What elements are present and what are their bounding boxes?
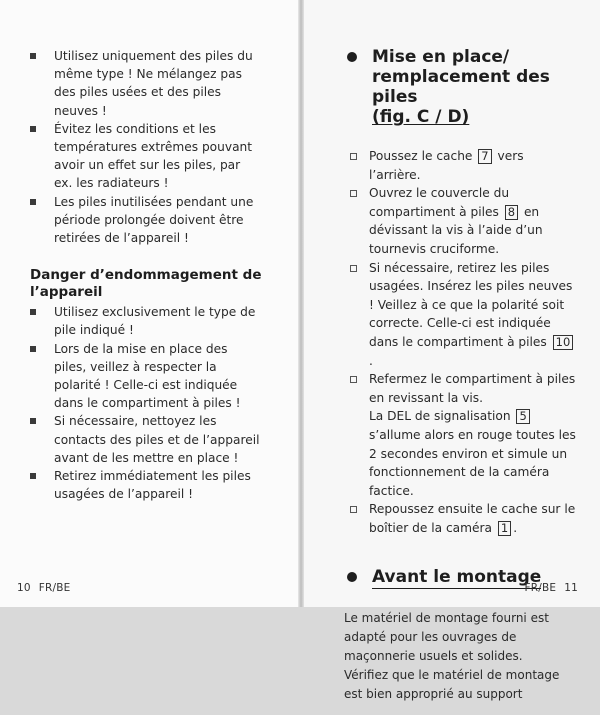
list-item	[30, 340, 262, 413]
right-page	[304, 0, 600, 701]
step-text: Refermez le compartiment à piles en revissant la vis.	[369, 372, 576, 405]
square-bullet-icon	[30, 309, 36, 315]
checkbox-bullet-icon	[350, 153, 357, 160]
checkbox-bullet-icon	[350, 190, 357, 197]
step-text: s’allume alors en rouge toutes les 2 secondes environ et simule un fonctionnement de la caméra factice.	[369, 427, 576, 498]
figure-reference: 1	[498, 521, 511, 536]
page-footer-left	[17, 582, 70, 594]
language-code: FR/BE	[524, 582, 557, 594]
list-item	[30, 412, 262, 467]
bullet-text: Évitez les conditions et les températures extrêmes pouvant avoir un effet sur les piles, par ex. les radiateurs !	[54, 121, 253, 191]
step-text: Si nécessaire, retirez les piles usagées. Insérez les piles neuves ! Veillez à ce que la polarité soit correcte. Celle-ci est indiquée dans le compartiment à piles	[369, 260, 573, 349]
checkbox-bullet-icon	[350, 376, 357, 383]
square-bullet-icon	[30, 126, 36, 132]
heading-line-2: remplacement des piles	[372, 67, 550, 107]
bullet-text: Lors de la mise en place des piles, veillez à respecter la polarité ! Celle-ci est indiquée dans le compartiment à piles !	[54, 341, 241, 411]
step-item	[344, 370, 576, 500]
right-content	[344, 47, 576, 715]
list-item	[30, 193, 262, 248]
bullet-text: Utilisez exclusivement le type de pile indiqué !	[54, 305, 256, 338]
heading-line-1: Mise en place/	[372, 47, 510, 67]
safety-bullet-list	[30, 47, 262, 247]
led-text	[369, 407, 576, 500]
list-item	[30, 303, 262, 339]
figure-reference: 5	[516, 409, 529, 424]
section-heading-batteries	[372, 47, 576, 127]
bullet-text: Utilisez uniquement des piles du même type ! Ne mélangez pas des piles usées et des piles neuves !	[54, 49, 253, 118]
round-bullet-icon	[347, 52, 357, 62]
step-item	[344, 500, 576, 537]
square-bullet-icon	[30, 53, 36, 59]
step-item	[344, 259, 576, 371]
step-item	[344, 147, 576, 184]
figure-reference: 10	[553, 335, 574, 350]
square-bullet-icon	[30, 346, 36, 352]
left-page	[0, 0, 298, 607]
step-text: en dévissant la vis à l’aide d’un tournevis cruciforme.	[369, 204, 543, 256]
page-footer-right	[525, 582, 578, 594]
step-text: La DEL de signalisation	[369, 409, 511, 424]
bullet-text: Retirez immédiatement les piles usagées de l’appareil !	[54, 469, 251, 502]
round-bullet-icon	[347, 572, 357, 582]
bullet-text: Si nécessaire, nettoyez les contacts des piles et de l’appareil avant de les mettre en place !	[54, 414, 260, 465]
heading-text: Avant le montage	[372, 567, 542, 588]
page-number: 10	[17, 582, 31, 594]
step-text: Poussez le cache	[369, 149, 473, 163]
step-text: vers l’arrière.	[369, 149, 524, 182]
list-item	[30, 467, 262, 503]
step-item	[344, 184, 576, 258]
figure-reference: 7	[478, 149, 491, 164]
square-bullet-icon	[30, 199, 36, 205]
checkbox-bullet-icon	[350, 506, 357, 513]
step-text: Ouvrez le couvercle du compartiment à piles	[369, 186, 510, 219]
left-content	[30, 47, 262, 503]
figure-reference: 8	[505, 205, 518, 220]
list-item	[30, 120, 262, 193]
square-bullet-icon	[30, 418, 36, 424]
heading-line-3: (fig. C / D)	[372, 107, 470, 127]
mounting-paragraph: Le matériel de montage fourni est adapté pour les ouvrages de maçonnerie usuels et solides. Vérifiez que le matériel de montage est bien approprié au support	[344, 611, 560, 701]
page-number: 11	[564, 582, 578, 594]
step-text: .	[369, 353, 373, 368]
step-text: Repoussez ensuite le cache sur le boîtier de la caméra	[369, 502, 576, 535]
list-item	[30, 47, 262, 120]
steps-list	[344, 147, 576, 537]
checkbox-bullet-icon	[350, 265, 357, 272]
language-code: FR/BE	[38, 582, 71, 594]
bullet-text: Les piles inutilisées pendant une période prolongée doivent être retirées de l’appareil !	[54, 194, 254, 246]
square-bullet-icon	[30, 473, 36, 479]
danger-bullet-list	[30, 303, 262, 503]
danger-heading: Danger d’endommagement de l’appareil	[30, 267, 262, 301]
step-text: .	[513, 520, 518, 535]
